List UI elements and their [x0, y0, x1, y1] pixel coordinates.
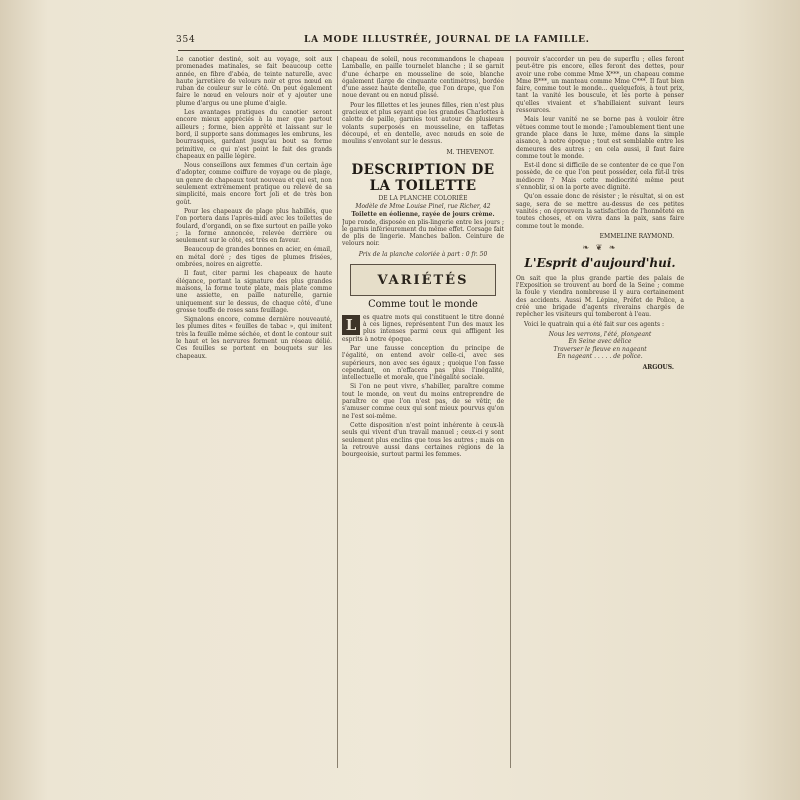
right-column [516, 56, 684, 770]
left-paragraph-7: Signalons encore, comme dernière nouveauté, les plumes dites « feuilles de tabac », qui imitent très la feuille même séchée, et dont le contour suit le haut et les nervures forment un réseau délié. Ces feuilles se portent en bouquets sur les chapeaux. [176, 316, 332, 360]
story-paragraph-4: Cette disposition n'est point inhérente à ceux-là seuls qui vivent d'un travail manuel ; ceux-ci y sont seulement plus enclins que tous les autres ; mais on la retrouve aussi dans certaines régions de la bourgeoisie, surtout parmi les femmes. [342, 421, 504, 459]
left-paragraph-4: Pour les chapeaux de plage plus habillés, que l'on portera dans l'après-midi avec les toilettes de foulard, d'organdi, on se fixe surtout en paille yoko ; la forme annoncée, relevée derrière ou seulement sur le côté, est très en faveur. [176, 207, 332, 245]
description-subtitle: DE LA PLANCHE COLORIÉE [378, 194, 468, 202]
esprit-paragraph: On sait que la plus grande partie des palais de l'Exposition se trouvent au bord de la Seine ; comme la foule y viendra nombreuse il y aura certainement des accidents. Aussi M. Lépine, Préfet de Police, a créé une brigade d'agents riverains chargés de repêcher les visiteurs qui tomberont à l'eau. [516, 274, 684, 319]
journal-title: LA MODE ILLUSTRÉE, JOURNAL DE LA FAMILLE. [304, 35, 590, 45]
story-paragraph-3: Si l'on ne peut vivre, s'habiller, paraître comme tout le monde, on veut du moins entreprendre de paraître ce que l'on n'est pas, de se vêtir, de s'amuser comme ceux qui sont mieux pourvus qu'on ne l'est soi-même. [342, 383, 504, 420]
poem [516, 331, 684, 361]
page-number: 354 [176, 35, 196, 45]
ornament-divider-icon: ❧ ❦ ❧ [582, 242, 618, 252]
left-paragraph-1: Le canotier destiné, soit au voyage, soit aux promenades matinales, se fait beaucoup cette année, en fibre d'abéa, de teinte naturelle, avec haute jarretière de velours noir et gros nœud en ruban de couleur sur le côté. On peut également faire le nœud en velours noir et y ajouter une plume d'argus ou une plume d'aigle. [176, 56, 332, 107]
esprit-intro: Voici le quatrain qui a été fait sur ces agents : [524, 320, 665, 328]
poem-line-3: Traverser le fleuve en nageant [553, 345, 647, 353]
middle-paragraph-2: Pour les fillettes et les jeunes filles, rien n'est plus gracieux et plus seyant que les grandes Charlottes à calotte de paille, garnies tout autour de plusieurs volants superposés en mousseline, en taffetas découpé, et en dentelle, avec nœuds en soie de moulins s'envolant sur le dessus. [342, 101, 504, 146]
column-rule-right [510, 56, 511, 768]
description-caption: Toilette en éolienne, rayée de jours crème. [351, 210, 495, 218]
middle-paragraph-1: chapeau de soleil, nous recommandons le chapeau Lamballe, en paille tournelet blanche ; il se garnit d'une écharpe en mousseline de soie, blanche également (large de cinquante centimètres), bordée d'une assez haute dentelle, que l'on drape, que l'on noue devant ou en nœud plissé. [342, 56, 504, 100]
middle-signature: M. THEVENOT. [446, 148, 494, 156]
right-paragraph-3: Est-il donc si difficile de se contenter de ce que l'on possède, de ce que l'on peut posséder, cela fût-il très médiocre ? Mais cette médiocrité même peut s'ennoblir, si on la porte avec dignité. [516, 162, 684, 192]
poem-line-2: En Seine avec délice [568, 338, 632, 346]
description-price: Prix de la planche coloriée à part : 0 fr. 50 [358, 250, 488, 258]
story-title: Comme tout le monde [368, 298, 478, 310]
header-rule [178, 50, 684, 51]
varietes-label: VARIÉTÉS [377, 272, 469, 288]
description-title: DESCRIPTION DE LA TOILETTE [351, 161, 495, 194]
left-paragraph-3: Nous conseillons aux femmes d'un certain âge d'adopter, comme coiffure de voyage ou de plage, un genre de chapeaux tout nouveau et qui est, non seulement extrêmement pratique ou relevé de sa simplicité, mais encore fort joli et de très bon goût. [176, 162, 332, 206]
description-body: Jupe ronde, disposée en plis-lingerie entre les jours ; le garnis inférieurement du même effet. Corsage fait de plis de lingerie. Manches ballon. Ceinture de velours noir. [342, 218, 504, 248]
left-column [176, 56, 332, 770]
story-dropcap: L [342, 315, 360, 335]
varietes-banner [350, 264, 496, 296]
column-rule-left [337, 56, 338, 768]
left-paragraph-5: Beaucoup de grandes bonnes en acier, en émail, en métal doré ; des tiges de plumes frisées, ombrées, noires en aigrette. [176, 246, 332, 269]
story-paragraph-1-text: es quatre mots qui constituent le titre donné à ces lignes, représentent l'un des maux les plus intenses parmi ceux qui affligent les esprits à notre époque. [342, 313, 504, 343]
right-paragraph-4: Qu'on essaie donc de résister ; le résultat, si on est sage, sera de se mettre au-dessus de ces petites vanités ; on éprouvera la satisfaction de l'honnêteté en toutes choses, et on vivra dans la paix, sans faire comme tout le monde. [516, 193, 684, 230]
story-paragraph-1 [342, 314, 504, 343]
poem-line-4: En nageant . . . . . de police. [557, 353, 643, 361]
poem-signature: ARGOUS. [642, 363, 674, 371]
right-signature: EMMELINE RAYMOND. [599, 232, 674, 240]
description-model: Modèle de Mme Louise Pinel, rue Richer, 42 [355, 202, 491, 210]
right-paragraph-2: Mais leur vanité ne se borne pas à vouloir être vêtues comme tout le monde ; l'amoublement tient une grande place dans le luxe, même dans la simple aisance, à notre époque ; tout est semblable entre les demeures des autres ; en cela aussi, il faut faire comme tout le monde. [516, 116, 684, 160]
middle-column [342, 56, 504, 770]
story-paragraph-2: Par une fausse conception du principe de l'égalité, on entend avoir celle-ci, avec ses supérieurs, non avec ses égaux ; quoique l'on fasse cependant, on n'effacera pas plus l'inégalité, intellectuelle et morale, que l'inégalité sociale. [342, 344, 504, 382]
left-paragraph-6: Il faut, citer parmi les chapeaux de haute élégance, portant la signature des plus grandes maisons, la forme toute plate, mais plate comme une assiette, en paille naturelle, garnie uniquement sur le dessus, de chaque côté, d'une grosse touffe de roses sans feuillage. [176, 270, 332, 314]
right-paragraph-1: pouvoir s'accorder un peu de superflu ; elles feront peut-être pis encore, elles feront des dettes, pour avoir une robe comme Mme X***, un chapeau comme Mme B***, un manteau comme Mme C***. Il faut bien faire, comme tout le monde... quelquefois, à tout prix, tant la vanité les bouscule, et les porte à penser qu'elles vivaient et s'habillaient suivant leurs ressources. [516, 56, 684, 115]
running-header [176, 35, 684, 45]
esprit-title: L'Esprit d'aujourd'hui. [524, 255, 676, 270]
poem-line-1: Nous les verrons, l'été, plongeant [548, 330, 652, 338]
left-paragraph-2: Les avantages pratiques du canotier seront encore mieux appréciés à la mer que partout ailleurs ; forme, bien apprêté et laissant sur le bord, il supporte sans dommages les embruns, les bourrasques, gardant jusqu'au bout sa forme primitive, ce qui n'est point le fait des grands chapeaux en paille légère. [176, 109, 332, 160]
